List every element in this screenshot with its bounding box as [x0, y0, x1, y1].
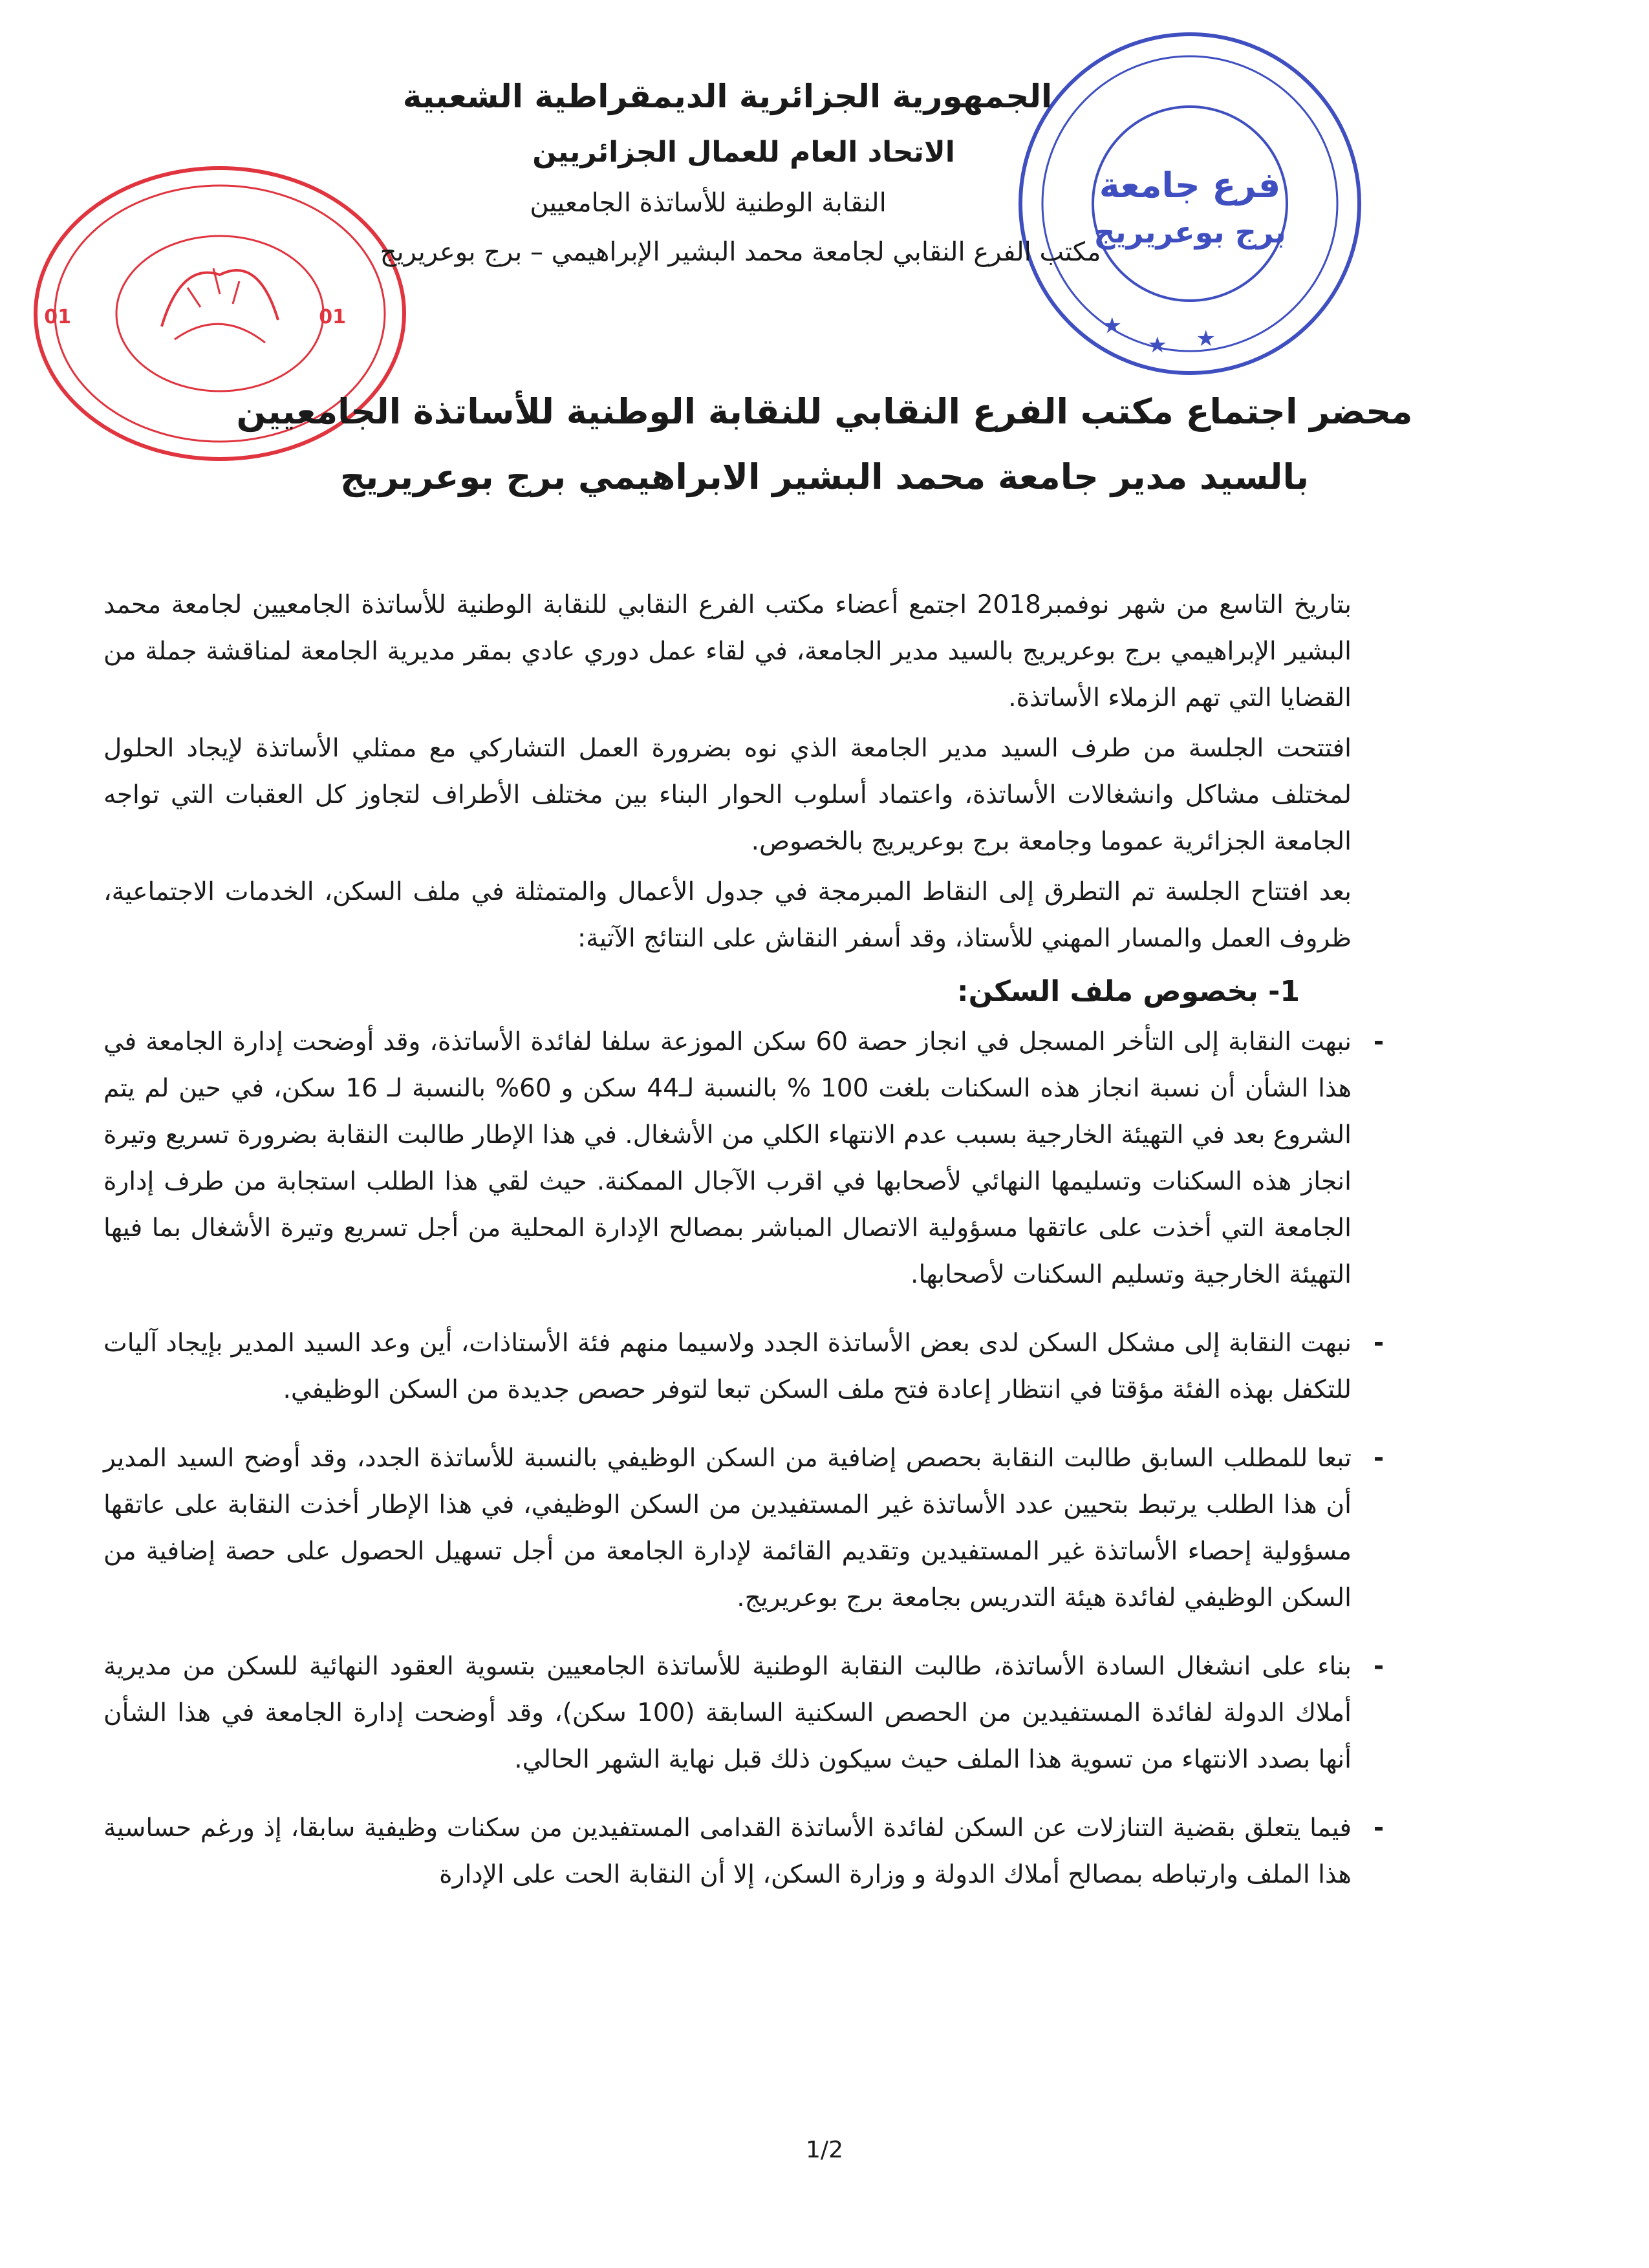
- list-item: - تبعا للمطلب السابق طالبت النقابة بحصص إضافية من السكن الوظيفي بالنسبة للأساتذة الجدد، وقد أوضح السيد المدير أن هذا الطلب يرتبط بتحيين عدد الأساتذة غير المستفيدين من السكن الوظيفي، في هذا الإطار أخذت النقابة على عاتقها مسؤولية إحصاء الأساتذة غير المستفيدين وتقديم القائمة لإدارة الجامعة من أجل تسهيل الحصول على حصة إضافية من السكن الوظيفي لفائدة هيئة التدريس بجامعة برج بوعريريج.: [103, 1435, 1352, 1621]
- list-item: - فيما يتعلق بقضية التنازلات عن السكن لفائدة الأساتذة القدامى المستفيدين من سكنات وظيفية سابقا، إذ ورغم حساسية هذا الملف وارتباطه بمصالح أملاك الدولة و وزارة السكن، إلا أن النقابة الحت على الإدارة: [103, 1805, 1352, 1898]
- republic-name: الجمهورية الجزائرية الديمقراطية الشعبية: [402, 78, 1053, 115]
- intro-paragraph-2: افتتحت الجلسة من طرف السيد مدير الجامعة الذي نوه بضرورة العمل التشاركي مع ممثلي الأساتذة لإيجاد الحلول لمختلف مشاكل وانشغالات الأساتذة، واعتماد أسلوب الحوار البناء بين مختلف الأطراف لتجاوز كل العقبات التي تواجه الجامعة الجزائرية عموما وجامعة برج بوعريريج بالخصوص.: [103, 734, 1352, 856]
- stamp-number-right: 01: [319, 306, 346, 328]
- stamp-star-3: ★: [1196, 326, 1216, 352]
- title-line-1: محضر اجتماع مكتب الفرع النقابي للنقابة الوطنية للأساتذة الجامعيين: [236, 391, 1413, 432]
- list-item: - بناء على انشغال السادة الأساتذة، طالبت النقابة الوطنية للأساتذة الجامعيين بتسوية العقود النهائية للسكن من مديرية أملاك الدولة لفائدة المستفيدين من الحصص السكنية السابقة (100 سكن)، وقد أوضحت إدارة الجامعة في هذا الشأن أنها بصدد الانتهاء من تسوية هذا الملف حيث سيكون ذلك قبل نهاية الشهر الحالي.: [103, 1643, 1352, 1783]
- housing-bullet-list: [103, 1019, 1352, 1898]
- intro-paragraph-1: بتاريخ التاسع من شهر نوفمبر2018 اجتمع أعضاء مكتب الفرع النقابي للنقابة الوطنية للأساتذة الجامعيين لجامعة محمد البشير الإبراهيمي برج بوعريريج بالسيد مدير الجامعة، في لقاء عمل دوري عادي بمقر مديرية الجامعة لمناقشة جملة من القضايا التي تهم الزملاء الأساتذة.: [103, 590, 1352, 712]
- branch-office-name: مكتب الفرع النقابي لجامعة محمد البشير الإبراهيمي – برج بوعريريج: [380, 237, 1101, 267]
- letterhead: [0, 78, 1649, 267]
- syndicate-name: النقابة الوطنية للأساتذة الجامعيين: [530, 188, 887, 218]
- document-body: [103, 582, 1352, 1920]
- stamp-star-1: ★: [1102, 313, 1122, 339]
- page-number: 1/2: [806, 2137, 843, 2163]
- stamp-line-1: فرع جامعة: [1099, 165, 1281, 206]
- stamp-number-left: 01: [44, 306, 71, 328]
- list-item: - نبهت النقابة إلى مشكل السكن لدى بعض الأساتذة الجدد ولاسيما منهم فئة الأستاذات، أين وعد السيد المدير بإيجاد آليات للتكفل بهذه الفئة مؤقتا في انتظار إعادة فتح ملف السكن تبعا لتوفر حصص جديدة من السكن الوظيفي.: [103, 1320, 1352, 1413]
- title-line-2: بالسيد مدير جامعة محمد البشير الابراهيمي برج بوعريريج: [340, 456, 1309, 497]
- intro-paragraph-3: بعد افتتاح الجلسة تم التطرق إلى النقاط المبرمجة في جدول الأعمال والمتمثلة في ملف السكن، الخدمات الاجتماعية، ظروف العمل والمسار المهني للأستاذ، وقد أسفر النقاش على النتائج الآتية:: [103, 877, 1352, 953]
- list-item: - نبهت النقابة إلى التأخر المسجل في انجاز حصة 60 سكن الموزعة سلفا لفائدة الأساتذة، وقد أوضحت إدارة الجامعة في هذا الشأن أن نسبة انجاز هذه السكنات بلغت 100 % بالنسبة لـ44 سكن و 60% بالنسبة لـ 16 سكن، في حين لم يتم الشروع بعد في التهيئة الخارجية بسبب عدم الانتهاء الكلي من الأشغال. في هذا الإطار طالبت النقابة بضرورة تسريع وتيرة انجاز هذه السكنات وتسليمها النهائي لأصحابها في اقرب الآجال الممكنة. حيث لقي هذا الطلب استجابة من طرف إدارة الجامعة التي أخذت على عاتقها مسؤولية الاتصال المباشر بمصالح الإدارة المحلية من أجل تسريع وتيرة الأشغال بما فيها التهيئة الخارجية وتسليم السكنات لأصحابها.: [103, 1019, 1352, 1298]
- union-name: الاتحاد العام للعمال الجزائريين: [532, 136, 955, 169]
- section-1-heading: 1- بخصوص ملف السكن:: [957, 975, 1300, 1008]
- stamp-line-2: برج بوعريريج: [1094, 215, 1286, 250]
- document-title: [0, 391, 1649, 497]
- stamp-star-2: ★: [1147, 332, 1167, 358]
